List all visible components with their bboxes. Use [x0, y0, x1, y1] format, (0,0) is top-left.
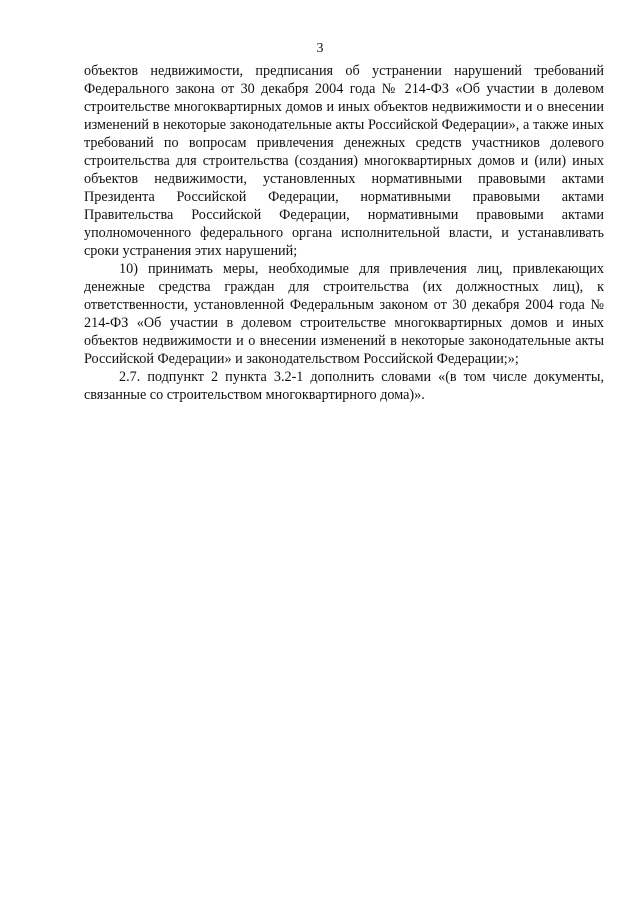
paragraph-item-10: 10) принимать меры, необходимые для привлечения лиц, привлекающих денежные средства граждан для строительства (их должностных лиц), к ответственности, установленной Федеральным законом от 30 декабря 2004 года № 214-ФЗ «Об участии в долевом строительстве многоквартирных домов и иных объектов недвижимости и о внесении изменений в некоторые законодательные акты Российской Федерации» и законодательством Российской Федерации;»;: [84, 261, 604, 367]
paragraph-2-7: 2.7. подпункт 2 пункта 3.2-1 дополнить словами «(в том числе документы, связанные со строительством многоквартирного дома)».: [84, 369, 604, 403]
paragraph-continuation: объектов недвижимости, предписания об устранении нарушений требований Федерального закона от 30 декабря 2004 года № 214-ФЗ «Об участии в долевом строительстве многоквартирных домов и иных объектов недвижимости и о внесении изменений в некоторые законодательные акты Российской Федерации», а также иных требований по вопросам привлечения денежных средств участников долевого строительства для строительства (создания) многоквартирных домов и (или) иных объектов недвижимости, установленных нормативными правовыми актами Президента Российской Федерации, нормативными правовыми актами Правительства Российской Федерации, нормативными правовыми актами уполномоченного федерального органа исполнительной власти, и устанавливать сроки устранения этих нарушений;: [84, 63, 604, 259]
document-body: [84, 62, 604, 404]
page-number: 3: [316, 41, 324, 56]
